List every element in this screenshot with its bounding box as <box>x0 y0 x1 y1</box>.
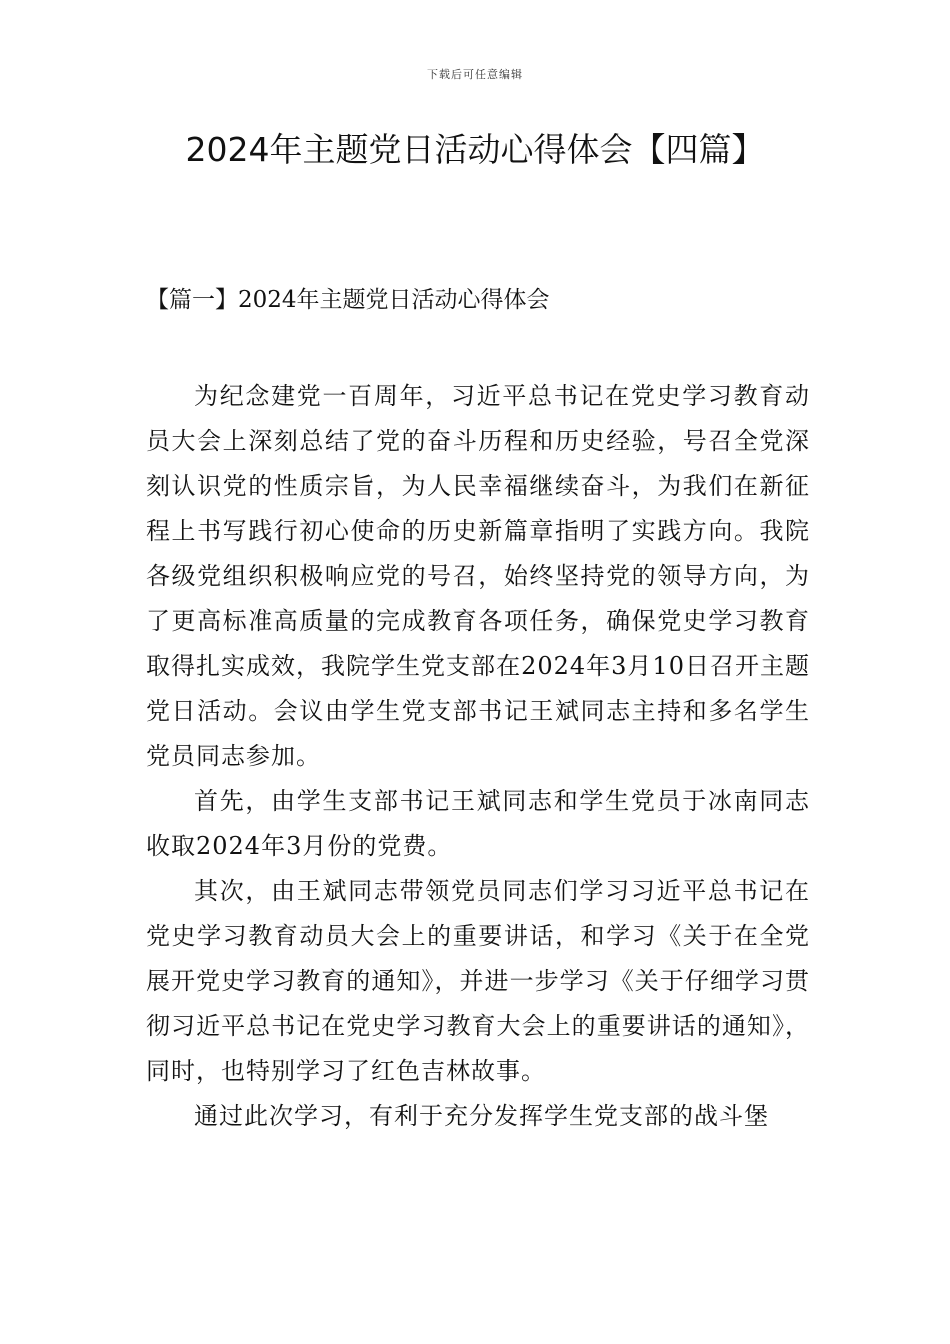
paragraph: 为纪念建党一百周年，习近平总书记在党史学习教育动员大会上深刻总结了党的奋斗历程和历史经验，号召全党深刻认识党的性质宗旨，为人民幸福继续奋斗，为我们在新征程上书写践行初心使命的历史新篇章指明了实践方向。我院各级党组织积极响应党的号召，始终坚持党的领导方向，为了更高标准高质量的完成教育各项任务，确保党史学习教育取得扎实成效，我院学生党支部在2024年3月10日召开主题党日活动。会议由学生党支部书记王斌同志主持和多名学生党员同志参加。 <box>146 382 810 770</box>
paragraph: 通过此次学习，有利于充分发挥学生党支部的战斗堡 <box>194 1102 769 1130</box>
paragraph: 首先，由学生支部书记王斌同志和学生党员于冰南同志收取2024年3月份的党费。 <box>146 787 810 860</box>
document-title: 2024年主题党日活动心得体会【四篇】 <box>185 130 765 169</box>
paragraph: 其次，由王斌同志带领党员同志们学习习近平总书记在党史学习教育动员大会上的重要讲话，和学习《关于在全党展开党史学习教育的通知》，并进一步学习《关于仔细学习贯彻习近平总书记在党史学习教育大会上的重要讲话的通知》，同时，也特别学习了红色吉林故事。 <box>146 877 810 1085</box>
section-heading: 【篇一】2024年主题党日活动心得体会 <box>146 287 550 313</box>
body-text <box>146 374 810 1139</box>
header-note: 下载后可任意编辑 <box>427 68 523 81</box>
